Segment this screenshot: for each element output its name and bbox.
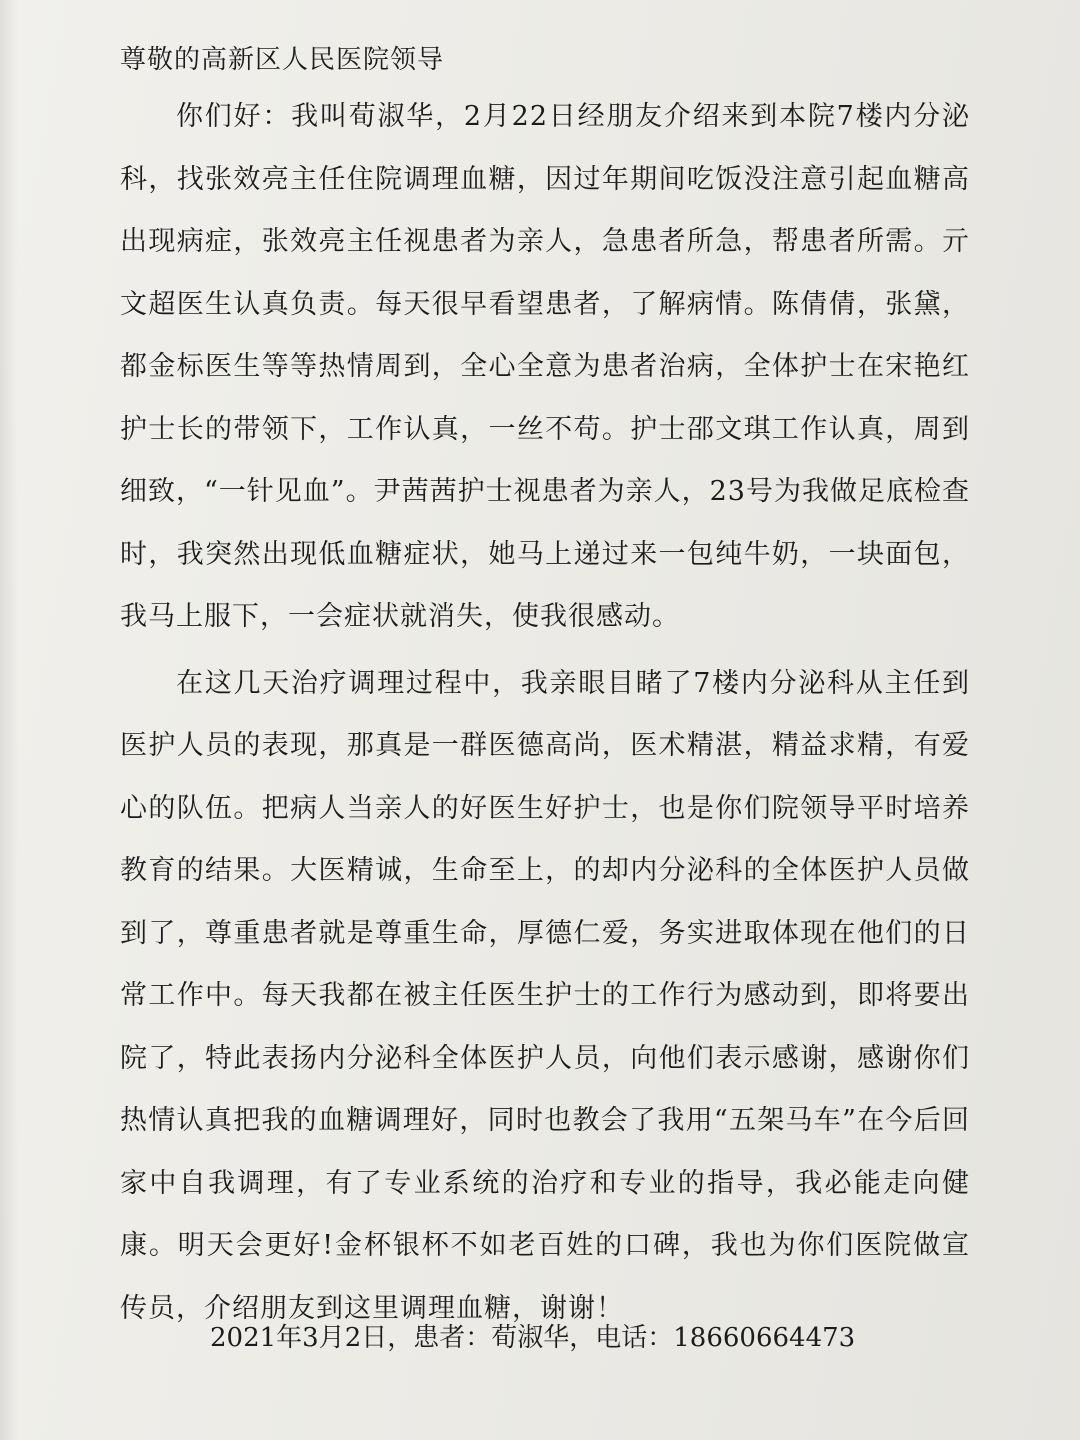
page-edge-shadow (0, 0, 18, 1440)
paragraph-2: 在这几天治疗调理过程中，我亲眼目睹了7楼内分泌科从主任到医护人员的表现，那真是一群医德高尚，医术精湛，精益求精，有爱心的队伍。把病人当亲人的好医生好护士，也是你们院领导平时培养教育的结果。大医精诚，生命至上，的却内分泌科的全体医护人员做到了，尊重患者就是尊重生命，厚德仁爱，务实进取体现在他们的日常工作中。每天我都在被主任医生护士的工作行为感动到，即将要出院了，特此表扬内分泌科全体医护人员，向他们表示感谢，感谢你们热情认真把我的血糖调理好，同时也教会了我用“五架马车”在今后回家中自我调理，有了专业系统的治疗和专业的指导，我必能走向健康。明天会更好!金杯银杯不如老百姓的口碑，我也为你们医院做宣传员，介绍朋友到这里调理血糖，谢谢！ (120, 667, 970, 1324)
letter-body (120, 40, 970, 1340)
signature-line: 2021年3月2日，患者：荀淑华，电话：18660664473 (210, 1323, 856, 1353)
paragraph-1: 你们好：我叫荀淑华，2月22日经朋友介绍来到本院7楼内分泌科，找张效亮主任住院调理血糖，因过年期间吃饭没注意引起血糖高出现病症，张效亮主任视患者为亲人，急患者所急，帮患者所需。亓文超医生认真负责。每天很早看望患者，了解病情。陈倩倩，张黛，都金标医生等等热情周到，全心全意为患者治病，全体护士在宋艳红护士长的带领下，工作认真，一丝不苟。护士邵文琪工作认真，周到细致，“一针见血”。尹茜茜护士视患者为亲人，23号为我做足底检查时，我突然出现低血糖症状，她马上递过来一包纯牛奶，一块面包，我马上服下，一会症状就消失，使我很感动。 (120, 101, 970, 632)
salutation: 尊敬的高新区人民医院领导 (120, 45, 445, 75)
